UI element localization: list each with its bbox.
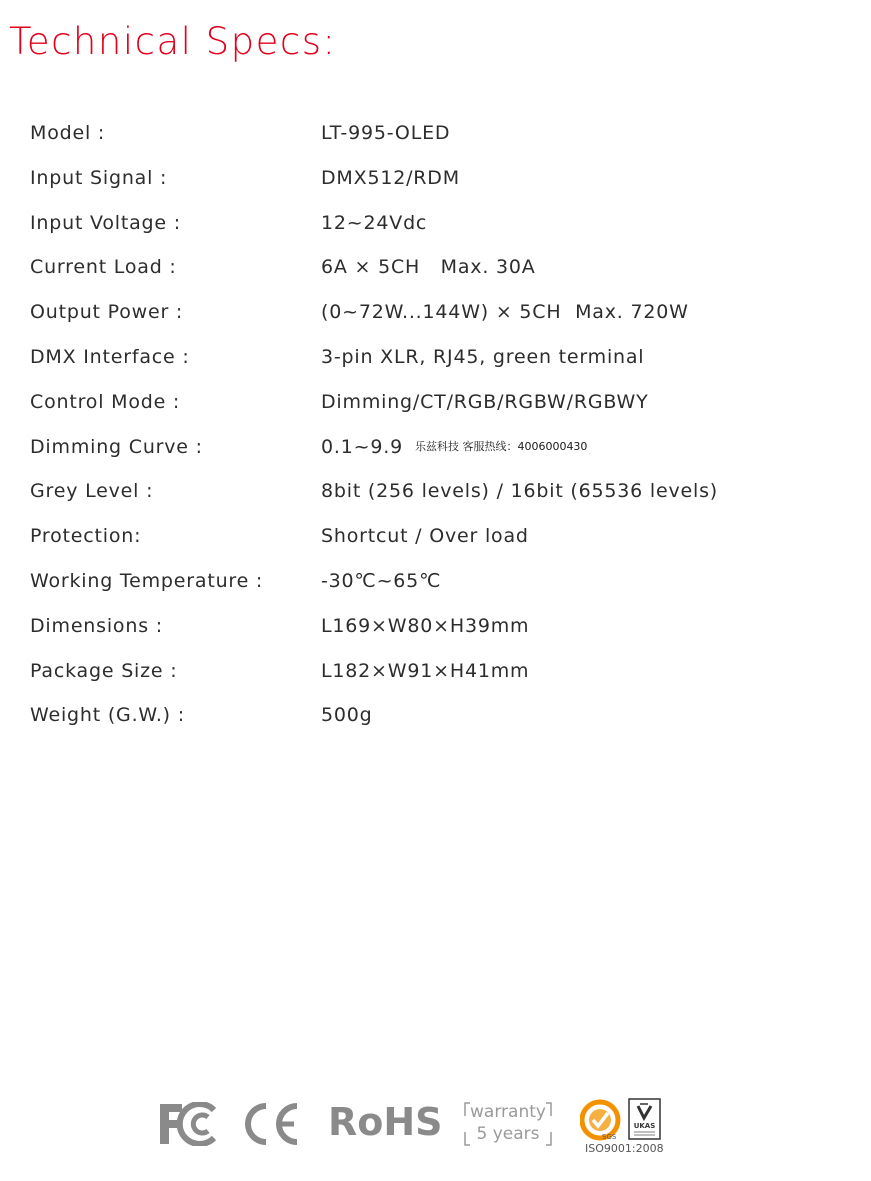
fcc-logo-icon	[158, 1102, 218, 1146]
spec-value-wrap	[321, 436, 587, 458]
spec-value: L182×W91×H41mm	[321, 659, 530, 682]
spec-label: Current Load :	[30, 256, 177, 279]
spec-label: DMX Interface :	[30, 345, 190, 368]
spec-label: Grey Level :	[30, 480, 154, 503]
warranty-label: warranty	[470, 1102, 546, 1122]
page-title: Technical Specs:	[9, 20, 337, 63]
spec-value: 0.1~9.9	[321, 435, 403, 458]
spec-row-input-signal	[30, 157, 790, 202]
spec-value: LT-995-OLED	[321, 122, 451, 144]
spec-row-grey-level	[30, 470, 790, 515]
spec-label: Dimensions :	[30, 614, 163, 637]
spec-value: (0~72W...144W) × 5CH Max. 720W	[321, 301, 689, 324]
spec-label: Input Voltage :	[30, 211, 181, 234]
sgs-logo-icon	[580, 1099, 624, 1143]
spec-label: Package Size :	[30, 659, 178, 682]
spec-value: 500g	[321, 704, 373, 727]
spec-value: DMX512/RDM	[321, 166, 460, 189]
spec-value: Shortcut / Over load	[321, 525, 529, 548]
spec-table	[30, 112, 790, 739]
spec-row-weight	[30, 694, 790, 739]
spec-row-model	[30, 112, 790, 157]
spec-value: 3-pin XLR, RJ45, green terminal	[321, 345, 645, 368]
spec-row-protection	[30, 515, 790, 560]
spec-label: Dimming Curve :	[30, 435, 203, 458]
spec-label: Output Power :	[30, 301, 184, 324]
spec-label: Protection:	[30, 525, 142, 548]
spec-label: Working Temperature :	[30, 569, 264, 592]
spec-label: Control Mode :	[30, 390, 181, 413]
spec-value: 8bit (256 levels) / 16bit (65536 levels)	[321, 480, 718, 503]
spec-value: 6A × 5CH Max. 30A	[321, 256, 536, 279]
ce-logo-icon	[242, 1102, 300, 1146]
spec-label: Input Signal :	[30, 166, 168, 189]
warranty-years: 5 years	[476, 1124, 540, 1144]
spec-row-working-temperature	[30, 560, 790, 605]
warranty-badge	[462, 1100, 554, 1148]
ukas-logo-icon	[628, 1098, 661, 1140]
spec-value: Dimming/CT/RGB/RGBW/RGBWY	[321, 390, 649, 413]
spec-row-input-voltage	[30, 202, 790, 247]
rohs-logo: RoHS	[328, 1100, 443, 1144]
svg-text:UKAS: UKAS	[633, 1122, 656, 1130]
iso-certification-label: ISO9001:2008	[585, 1142, 664, 1155]
spec-row-output-power	[30, 291, 790, 336]
spec-value: L169×W80×H39mm	[321, 614, 530, 637]
hotline-note: 乐兹科技 客服热线：4006000430	[414, 439, 588, 453]
spec-row-dimming-curve	[30, 426, 790, 471]
spec-row-control-mode	[30, 381, 790, 426]
spec-row-current-load	[30, 246, 790, 291]
spec-row-package-size	[30, 650, 790, 695]
spec-row-dmx-interface	[30, 336, 790, 381]
certification-bar	[0, 1096, 871, 1161]
spec-label: Model :	[30, 122, 106, 144]
spec-value: 12~24Vdc	[321, 211, 428, 234]
svg-text:SGS: SGS	[602, 1133, 617, 1141]
spec-value: -30℃~65℃	[321, 569, 442, 592]
spec-row-dimensions	[30, 605, 790, 650]
spec-label: Weight (G.W.) :	[30, 704, 185, 727]
